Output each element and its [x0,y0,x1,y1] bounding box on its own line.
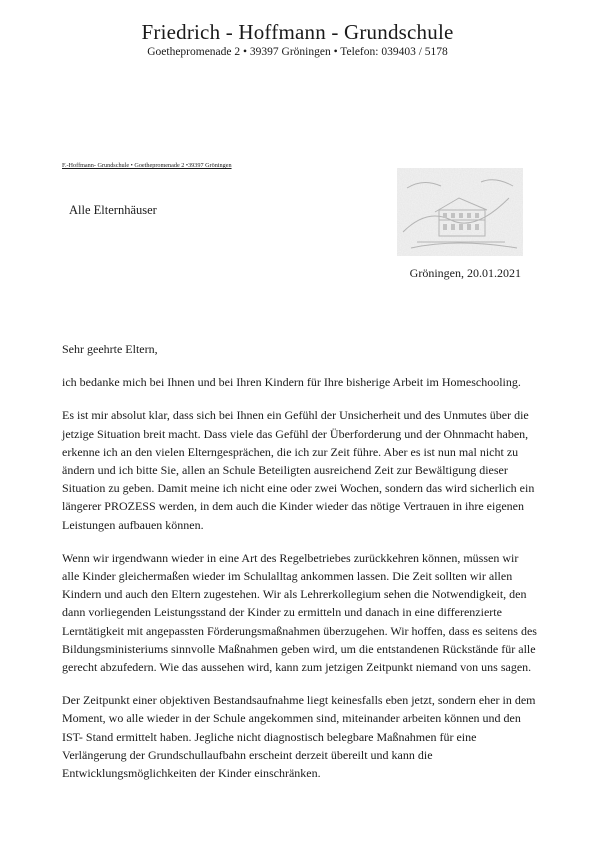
letterhead-school-name: Friedrich - Hoffmann - Grundschule [141,20,454,44]
school-building-emboss-image [397,168,523,256]
place-and-date: Gröningen, 20.01.2021 [409,266,521,280]
letterhead-contact-line: Goethepromenade 2 • 39397 Gröningen • Telefon: 039403 / 5178 [147,46,448,58]
letter-body [62,340,538,797]
return-address-line: F.-Hoffmann- Grundschule • Goethepromenade 2 •39397 Gröningen [62,162,232,169]
salutation: Sehr geehrte Eltern, [62,342,158,356]
body-paragraph: Wenn wir irgendwann wieder in eine Art des Regelbetriebes zurückkehren können, müssen wir alle Kinder gleichermaßen wieder im Schulalltag ankommen lassen. Die Zeit sollten wir allen Kindern und auch den Eltern zugestehen. Wir als Lehrerkollegium sehen die Notwendigkeit, den dann vorliegenden Leistungsstand der Kinder zu ermitteln und danach in eine differenzierte Lerntätigkeit mit angepassten Förderungsmaßnahmen überzugehen. Wir hoffen, dass es seitens des Bildungsministeriums sinnvolle Maßnahmen geben wird, um die entstandenen Rückstände für alle gerecht abzufedern. Wie das aussehen wird, kann zum jetzigen Zeitpunkt niemand von uns sagen. [62,550,537,675]
body-paragraph: Der Zeitpunkt einer objektiven Bestandsaufnahme liegt keinesfalls eben jetzt, sondern eher in dem Moment, wo alle wieder in der Schule angekommen sind, miteinander arbeiten können und den IST- Stand ermittelt haben. Jegliche nicht diagnostisch belegbare Maßnahmen für eine Verlängerung der Grundschullaufbahn erscheint derzeit übereilt und kann die Entwicklungsmöglichkeiten der Kinder einschränken. [62,693,536,781]
recipient-address: Alle Elternhäuser [69,203,157,217]
body-paragraph: Es ist mir absolut klar, dass sich bei Ihnen ein Gefühl der Unsicherheit und des Unmutes über die jetzige Situation breit macht. Dass viele das Gefühl der Überforderung und der Ohnmacht haben, erkenne ich an den vielen Elterngesprächen, die ich zur Zeit führe. Aber es ist nun mal nicht zu ändern und ich bitte Sie, allen an Schule Beteiligten ausreichend Zeit zur Bewältigung dieser Situation zu geben. Damit meine ich nicht eine oder zwei Wochen, sondern das wird sicherlich ein längerer PROZESS werden, in dem auch die Kinder wieder das nötige Vertrauen in ihre eigenen Leistungen aufbauen können. [62,408,535,532]
body-paragraph: ich bedanke mich bei Ihnen und bei Ihren Kindern für Ihre bisherige Arbeit im Homeschooling. [62,375,521,390]
